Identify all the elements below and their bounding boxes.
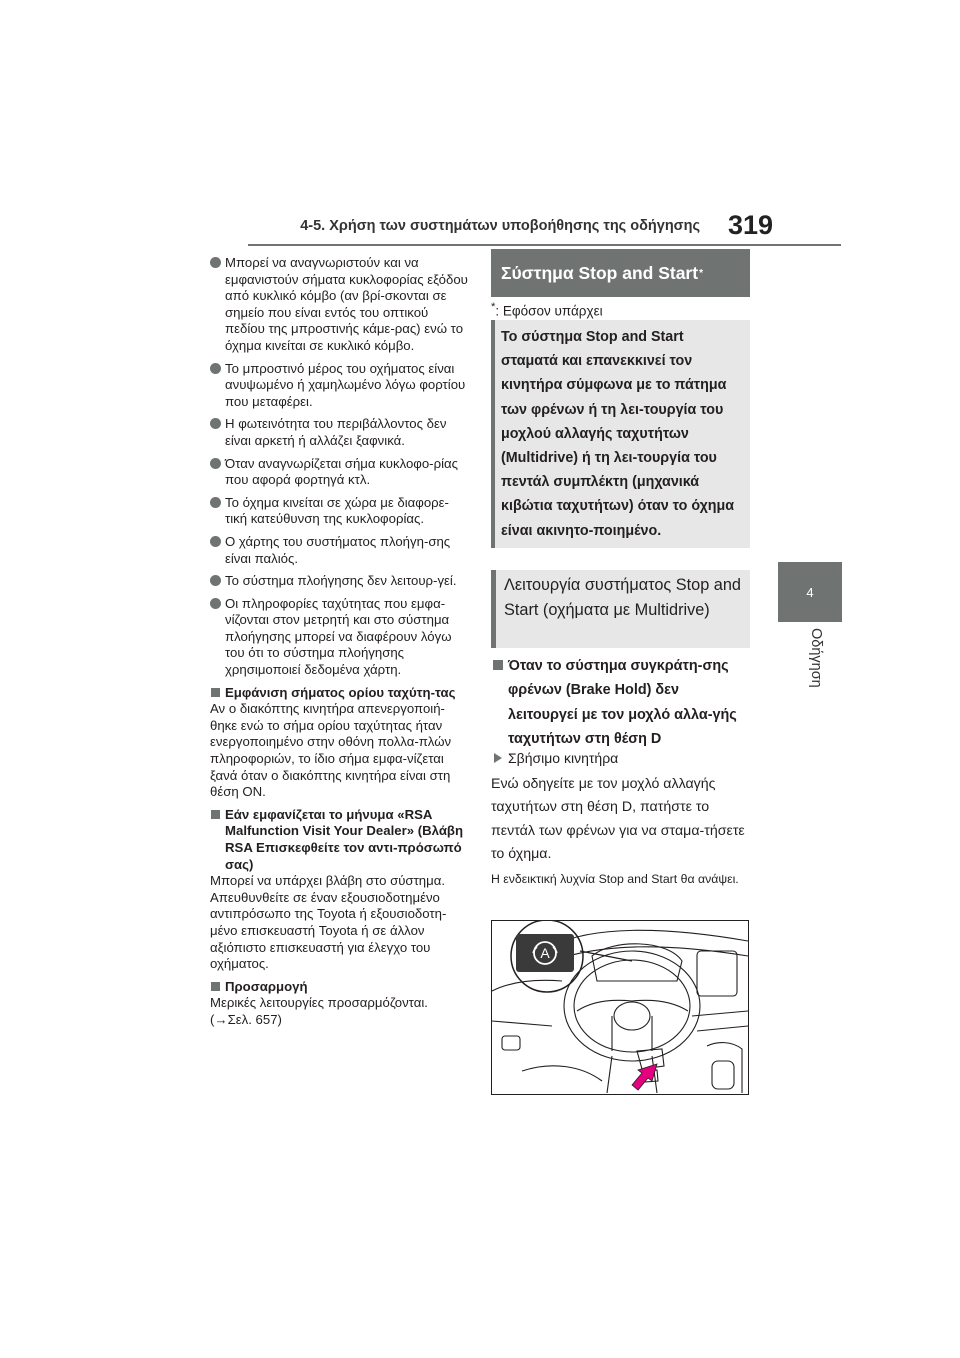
left-column <box>210 255 470 1029</box>
page-number: 319 <box>728 210 774 240</box>
bullet-text: Το όχημα κινείται σε χώρα με διαφορε-τική κατεύθυνση της κυκλοφορίας. <box>225 494 449 527</box>
triangle-bullet-icon <box>494 753 502 763</box>
bullet-item <box>210 361 470 411</box>
customization-text: Μερικές λειτουργίες προσαρμόζονται. <box>210 995 428 1011</box>
section-title-mark: * <box>699 267 703 279</box>
bullet-text: Όταν αναγνωρίζεται σήμα κυκλοφο-ρίας που αφορά φορτηγά κτλ. <box>225 455 458 488</box>
square-bullet-icon <box>493 660 503 670</box>
section-summary: Το σύστημα Stop and Start σταματά και επανεκκινεί τον κινητήρα σύμφωνα με το πάτημα των φρένων ή τη λει-τουργία του μοχλού αλλαγής ταχυτήτων (Multidrive) ή τη λει-τουργία του πεντάλ συμπλέκτη (μηχανικά κιβώτια ταχυτήτων) όταν το όχημα είναι ακινητο-ποιημένο. <box>491 320 750 548</box>
page-reference-link[interactable]: (→Σελ. 657) <box>210 1011 282 1027</box>
square-bullet-icon <box>211 982 220 991</box>
bullet-dot-icon <box>210 418 221 429</box>
step-label-text: Σβήσιμο κινητήρα <box>508 750 619 766</box>
section-title <box>491 249 750 297</box>
speed-sign-heading <box>210 685 470 702</box>
bullet-text: Ο χάρτης του συστήματος πλοήγη-σης είναι παλιός. <box>225 533 451 566</box>
bullet-dot-icon <box>210 257 221 268</box>
speed-sign-heading-text: Εμφάνιση σήματος ορίου ταχύτη-τας <box>225 684 456 700</box>
subsection-title: Λειτουργία συστήματος Stop and Start (οχήματα με Multidrive) <box>491 570 750 648</box>
indicator-letter: A <box>540 945 550 961</box>
bullet-dot-icon <box>210 363 221 374</box>
bullet-item <box>210 456 470 489</box>
section-title-text: Σύστημα Stop and Start <box>501 262 699 283</box>
bullet-item <box>210 573 470 590</box>
bullet-item <box>210 416 470 449</box>
condition-heading-text: Όταν το σύστημα συγκράτη-σης φρένων (Brake Hold) δεν λειτουργεί με τον μοχλό αλλα-γής ταχυτήτων στη θέση D <box>508 658 737 748</box>
dashboard-drawing <box>492 921 748 1094</box>
bullet-dot-icon <box>210 575 221 586</box>
customization-heading-text: Προσαρμογή <box>225 978 308 994</box>
chapter-tab: 4 <box>778 562 842 622</box>
step-description: Ενώ οδηγείτε με τον μοχλό αλλαγής ταχυτήτων στη θέση D, πατήστε το πεντάλ των φρένων για να σταμα-τήσετε το όχημα. <box>491 776 745 863</box>
bullet-dot-icon <box>210 458 221 469</box>
bullet-dot-icon <box>210 536 221 547</box>
customization-heading <box>210 979 470 996</box>
bullet-text: Μπορεί να αναγνωριστούν και να εμφανιστούν σήματα κυκλοφορίας εξόδου από κυκλικό κόμβο (αν βρί-σκονται σε σημείο που είναι εντός του οπτικού πεδίου της μπροστινής κάμε-ρας) ενώ το όχημα κινείται σε κυκλικό κόμβο. <box>225 255 468 353</box>
bullet-text: Οι πληροφορίες ταχύτητας που εμφα-νίζονται στον μετρητή και στο σύστημα πλοήγησης μπορεί να διαφέρουν λόγω του ότι το σύστημα πλοήγησης χρησιμοποιεί δεδομένα χάρτη. <box>225 595 452 678</box>
rsa-text: Μπορεί να υπάρχει βλάβη στο σύστημα. Απευθυνθείτε σε έναν εξουσιοδοτημένο αντιπρόσωπο της Toyota ή εξουσιοδοτη-μένο επισκευαστή Toyota ή σε άλλον αξιόπιστο επισκευαστή για έλεγχο του οχήματος. <box>210 873 447 972</box>
bullet-item <box>210 534 470 567</box>
bullet-text: Η φωτεινότητα του περιβάλλοντος δεν είναι αρκετή ή αλλάζει ξαφνικά. <box>225 416 447 448</box>
indicator-note: Η ενδεικτική λυχνία Stop and Start θα ανάψει. <box>491 872 739 886</box>
speed-sign-text: Αν ο διακόπτης κινητήρα απενεργοποιή-θηκε ενώ το σήμα ορίου ταχύτητας ήταν ενεργοποιημένο στην οθόνη πολλα-πλών πληροφοριών, το ίδιο σήμα εμφα-νίζεται ξανά όταν ο διακόπτης κινητήρα είναι στη θέση ON. <box>210 701 452 800</box>
bullet-dot-icon <box>210 497 221 508</box>
footnote <box>491 301 603 319</box>
dashboard-illustration <box>491 920 749 1095</box>
condition-heading <box>491 654 750 752</box>
bullet-item <box>210 255 470 355</box>
rsa-heading-text: Εάν εμφανίζεται το μήνυμα «RSA Malfunction Visit Your Dealer» (Βλάβη RSA Επισκεφθείτε τον αντι-πρόσωπό σας) <box>225 806 464 872</box>
step-label <box>491 750 618 766</box>
square-bullet-icon <box>211 810 220 819</box>
bullet-dot-icon <box>210 598 221 609</box>
bullet-text: Το μπροστινό μέρος του οχήματος είναι ανυψωμένο ή χαμηλωμένο λόγω φορτίου που μεταφέρει. <box>225 360 466 409</box>
chapter-title: 4-5. Χρήση των συστημάτων υποβοήθησης της οδήγησης <box>300 218 700 234</box>
bullet-item <box>210 495 470 528</box>
bullet-text: Το σύστημα πλοήγησης δεν λειτουρ-γεί. <box>225 573 457 589</box>
bullet-item <box>210 596 470 679</box>
header-divider <box>248 244 841 246</box>
footnote-text: : Εφόσον υπάρχει <box>495 303 603 319</box>
square-bullet-icon <box>211 688 220 697</box>
rsa-heading <box>210 807 470 873</box>
chapter-tab-label-text: Οδήγηση <box>808 628 824 688</box>
footnote-mark: * <box>491 301 496 313</box>
pedal-arrow-icon <box>632 1064 657 1090</box>
chapter-tab-label <box>804 628 826 688</box>
